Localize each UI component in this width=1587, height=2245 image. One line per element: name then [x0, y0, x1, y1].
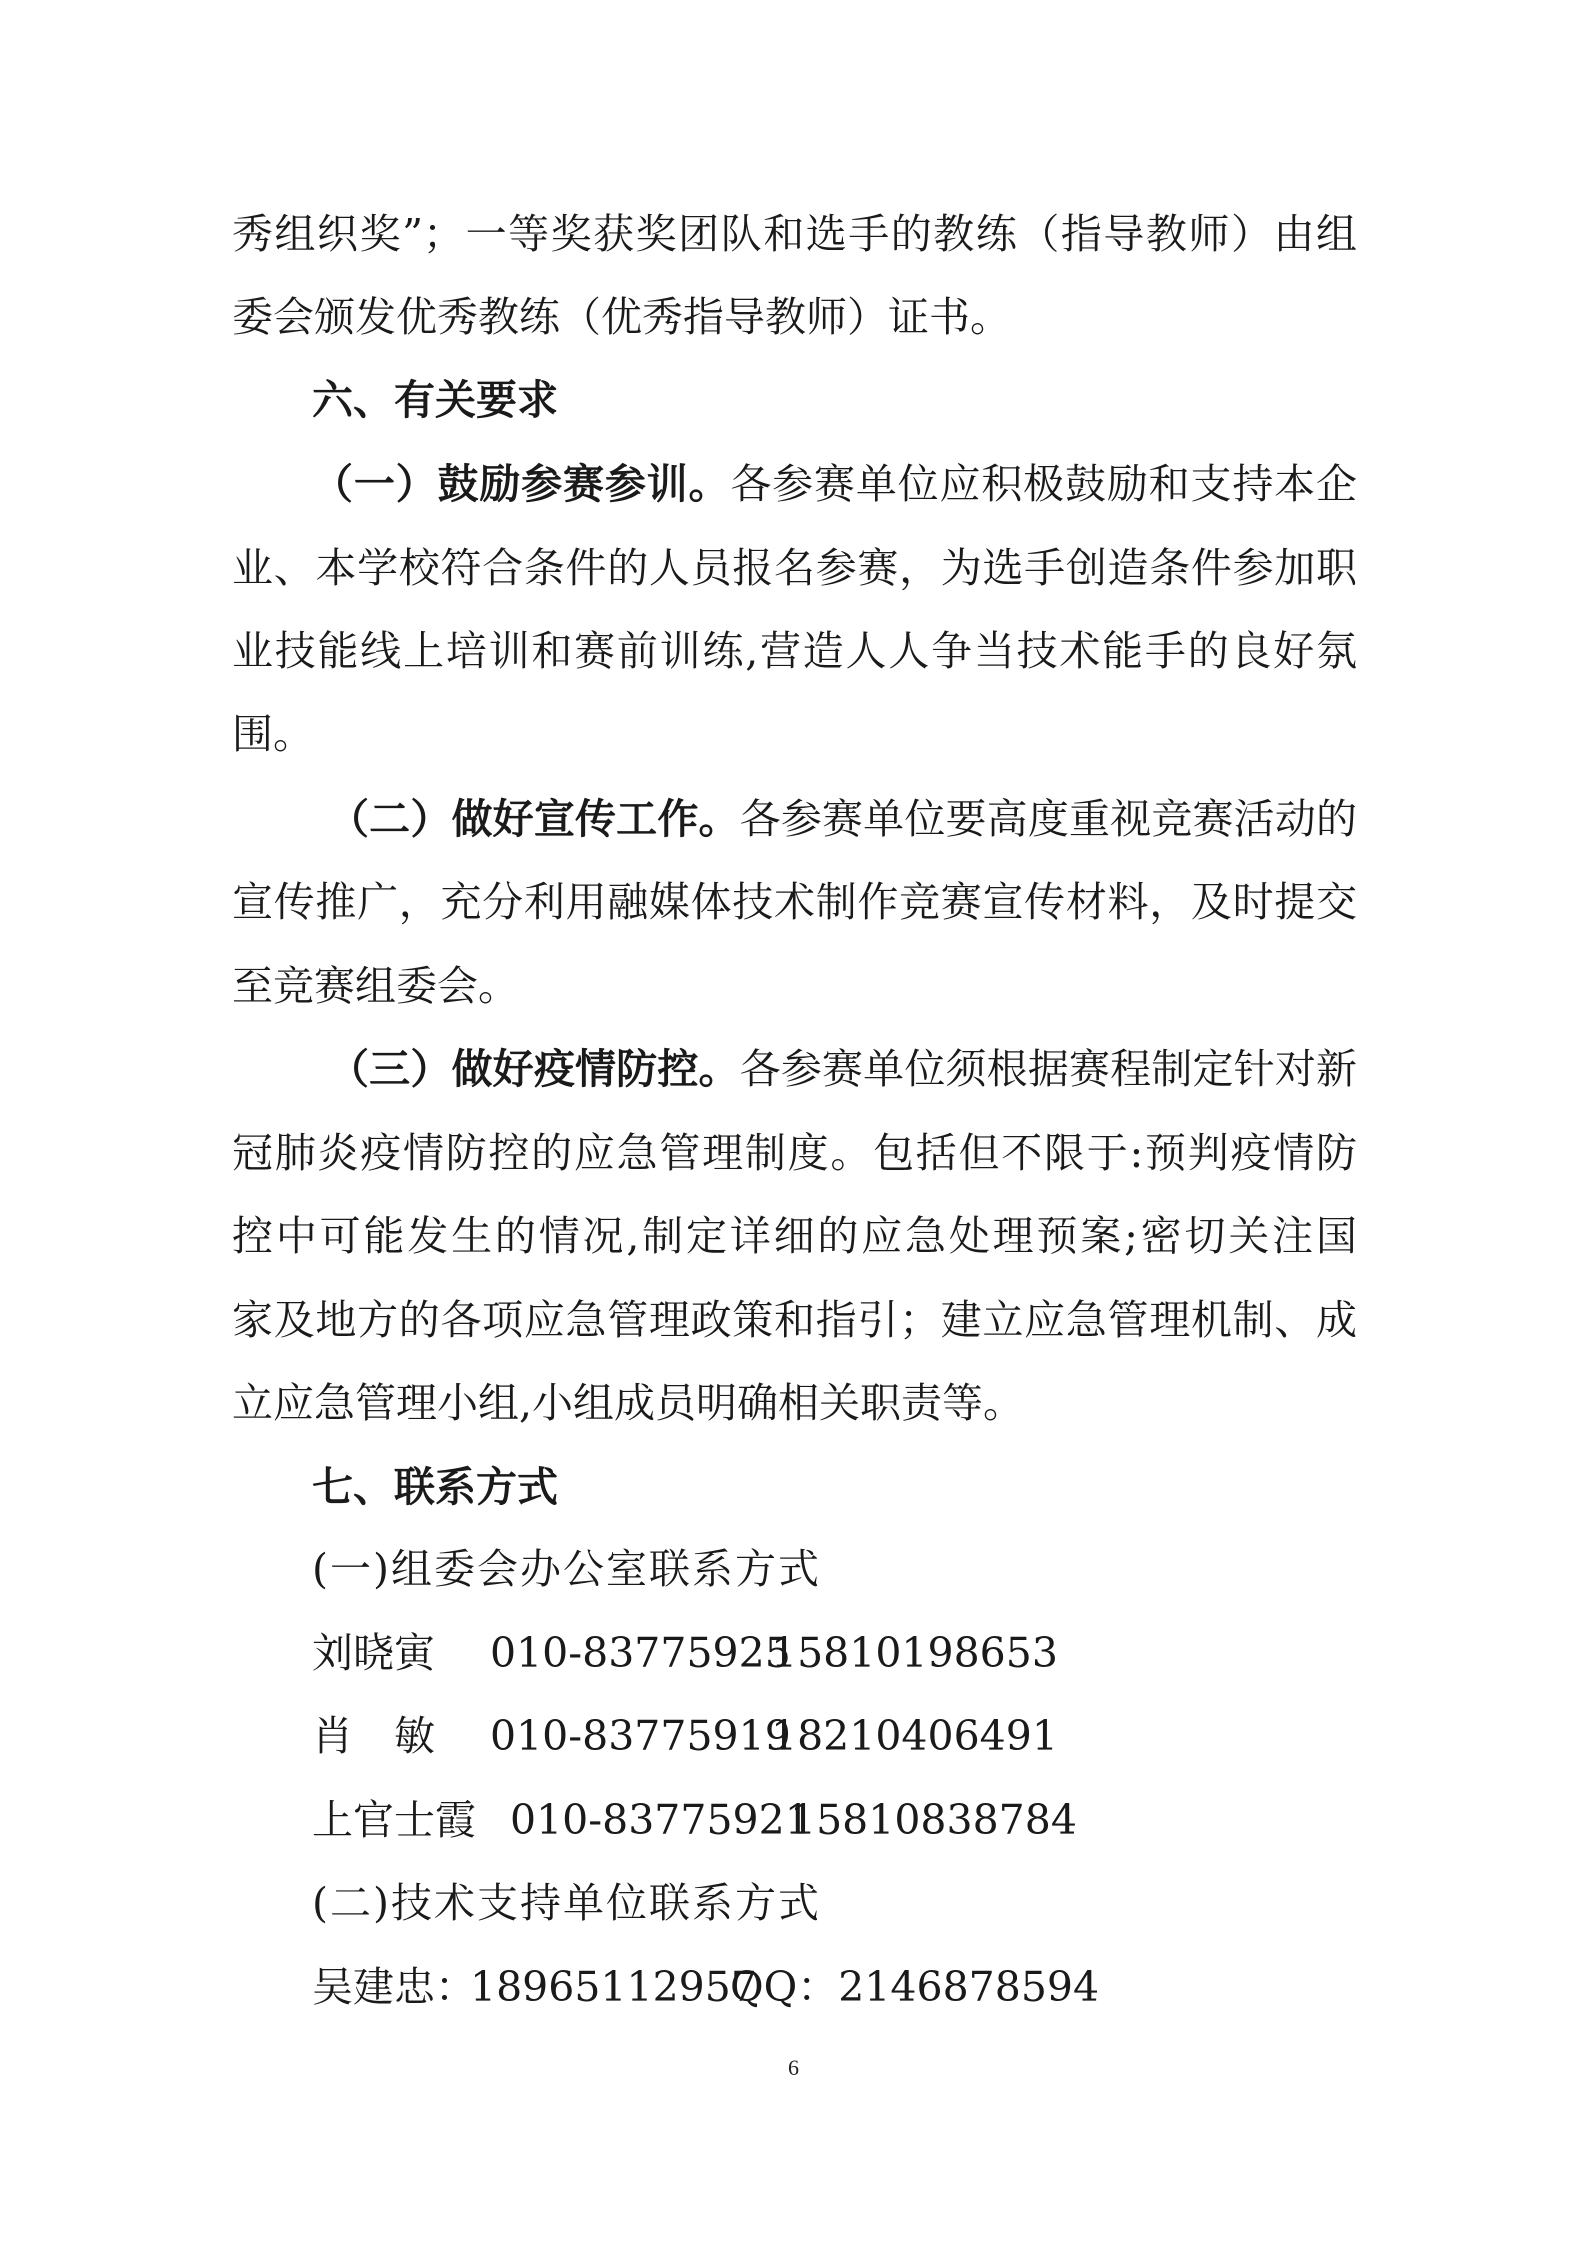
contact-phone: 010-83775919	[490, 1712, 791, 1760]
section-heading-contact: 七、联系方式	[312, 1463, 558, 1511]
contact-name: 吴建忠：	[312, 1963, 476, 2011]
body-text-line: 控中可能发生的情况,制定详细的应急处理预案;密切关注国	[232, 1212, 1357, 1260]
body-text-line: 委会颁发优秀教练（优秀指导教师）证书。	[232, 293, 1011, 341]
body-text-line	[328, 1044, 1357, 1094]
page-number: 6	[788, 2055, 799, 2080]
contact-mobile: 15810838784	[790, 1796, 1077, 1844]
subheading-epidemic: （三）做好疫情防控。	[328, 1045, 740, 1093]
contact-row	[312, 1962, 1357, 2012]
body-text-line: 冠肺炎疫情防控的应急管理制度。包括但不限于:预判疫情防	[232, 1129, 1357, 1177]
body-text-line	[328, 794, 1357, 844]
contact-row	[312, 1795, 1357, 1845]
contact-row	[312, 1711, 1357, 1761]
contact-row	[312, 1628, 1357, 1678]
body-text-line: 秀组织奖”；一等奖获奖团队和选手的教练（指导教师）由组	[232, 210, 1357, 258]
body-text-line: 业、本学校符合条件的人员报名参赛，为选手创造条件参加职	[232, 544, 1357, 592]
contact-mobile: 15810198653	[771, 1629, 1058, 1677]
contact-phone: 010-83775925	[490, 1629, 791, 1677]
body-text: 各参赛单位须根据赛程制定针对新	[739, 1045, 1358, 1093]
body-text: 各参赛单位应积极鼓励和支持本企	[730, 460, 1358, 508]
contact-name: 肖 敏	[312, 1712, 435, 1760]
body-text-line	[312, 459, 1357, 509]
body-text-line: 业技能线上培训和赛前训练,营造人人争当技术能手的良好氛	[232, 627, 1357, 675]
body-text-line: 至竞赛组委会。	[232, 962, 519, 1010]
subheading-publicity: （二）做好宣传工作。	[328, 795, 740, 843]
body-text-line: 宣传推广，充分利用融媒体技术制作竞赛宣传材料，及时提交	[232, 878, 1357, 926]
contact-name: 刘晓寅	[312, 1629, 435, 1677]
body-text: 各参赛单位要高度重视竞赛活动的	[739, 795, 1358, 843]
contact-phone: 010-83775921	[510, 1796, 811, 1844]
contact-name: 上官士霞	[312, 1796, 476, 1844]
office-contact-title: (一)组委会办公室联系方式	[312, 1545, 821, 1593]
subheading-encourage: （一）鼓励参赛参训。	[312, 460, 731, 508]
tech-contact-title: (二)技术支持单位联系方式	[312, 1879, 821, 1927]
body-text-line: 家及地方的各项应急管理政策和指引；建立应急管理机制、成	[232, 1296, 1357, 1344]
section-heading-requirements: 六、有关要求	[312, 376, 558, 424]
contact-mobile: 18210406491	[771, 1712, 1058, 1760]
contact-mobile: 18965112957	[470, 1963, 757, 2011]
contact-qq: QQ：2146878594	[730, 1963, 1100, 2011]
body-text-line: 围。	[232, 710, 314, 758]
body-text-line: 立应急管理小组,小组成员明确相关职责等。	[232, 1379, 1025, 1427]
